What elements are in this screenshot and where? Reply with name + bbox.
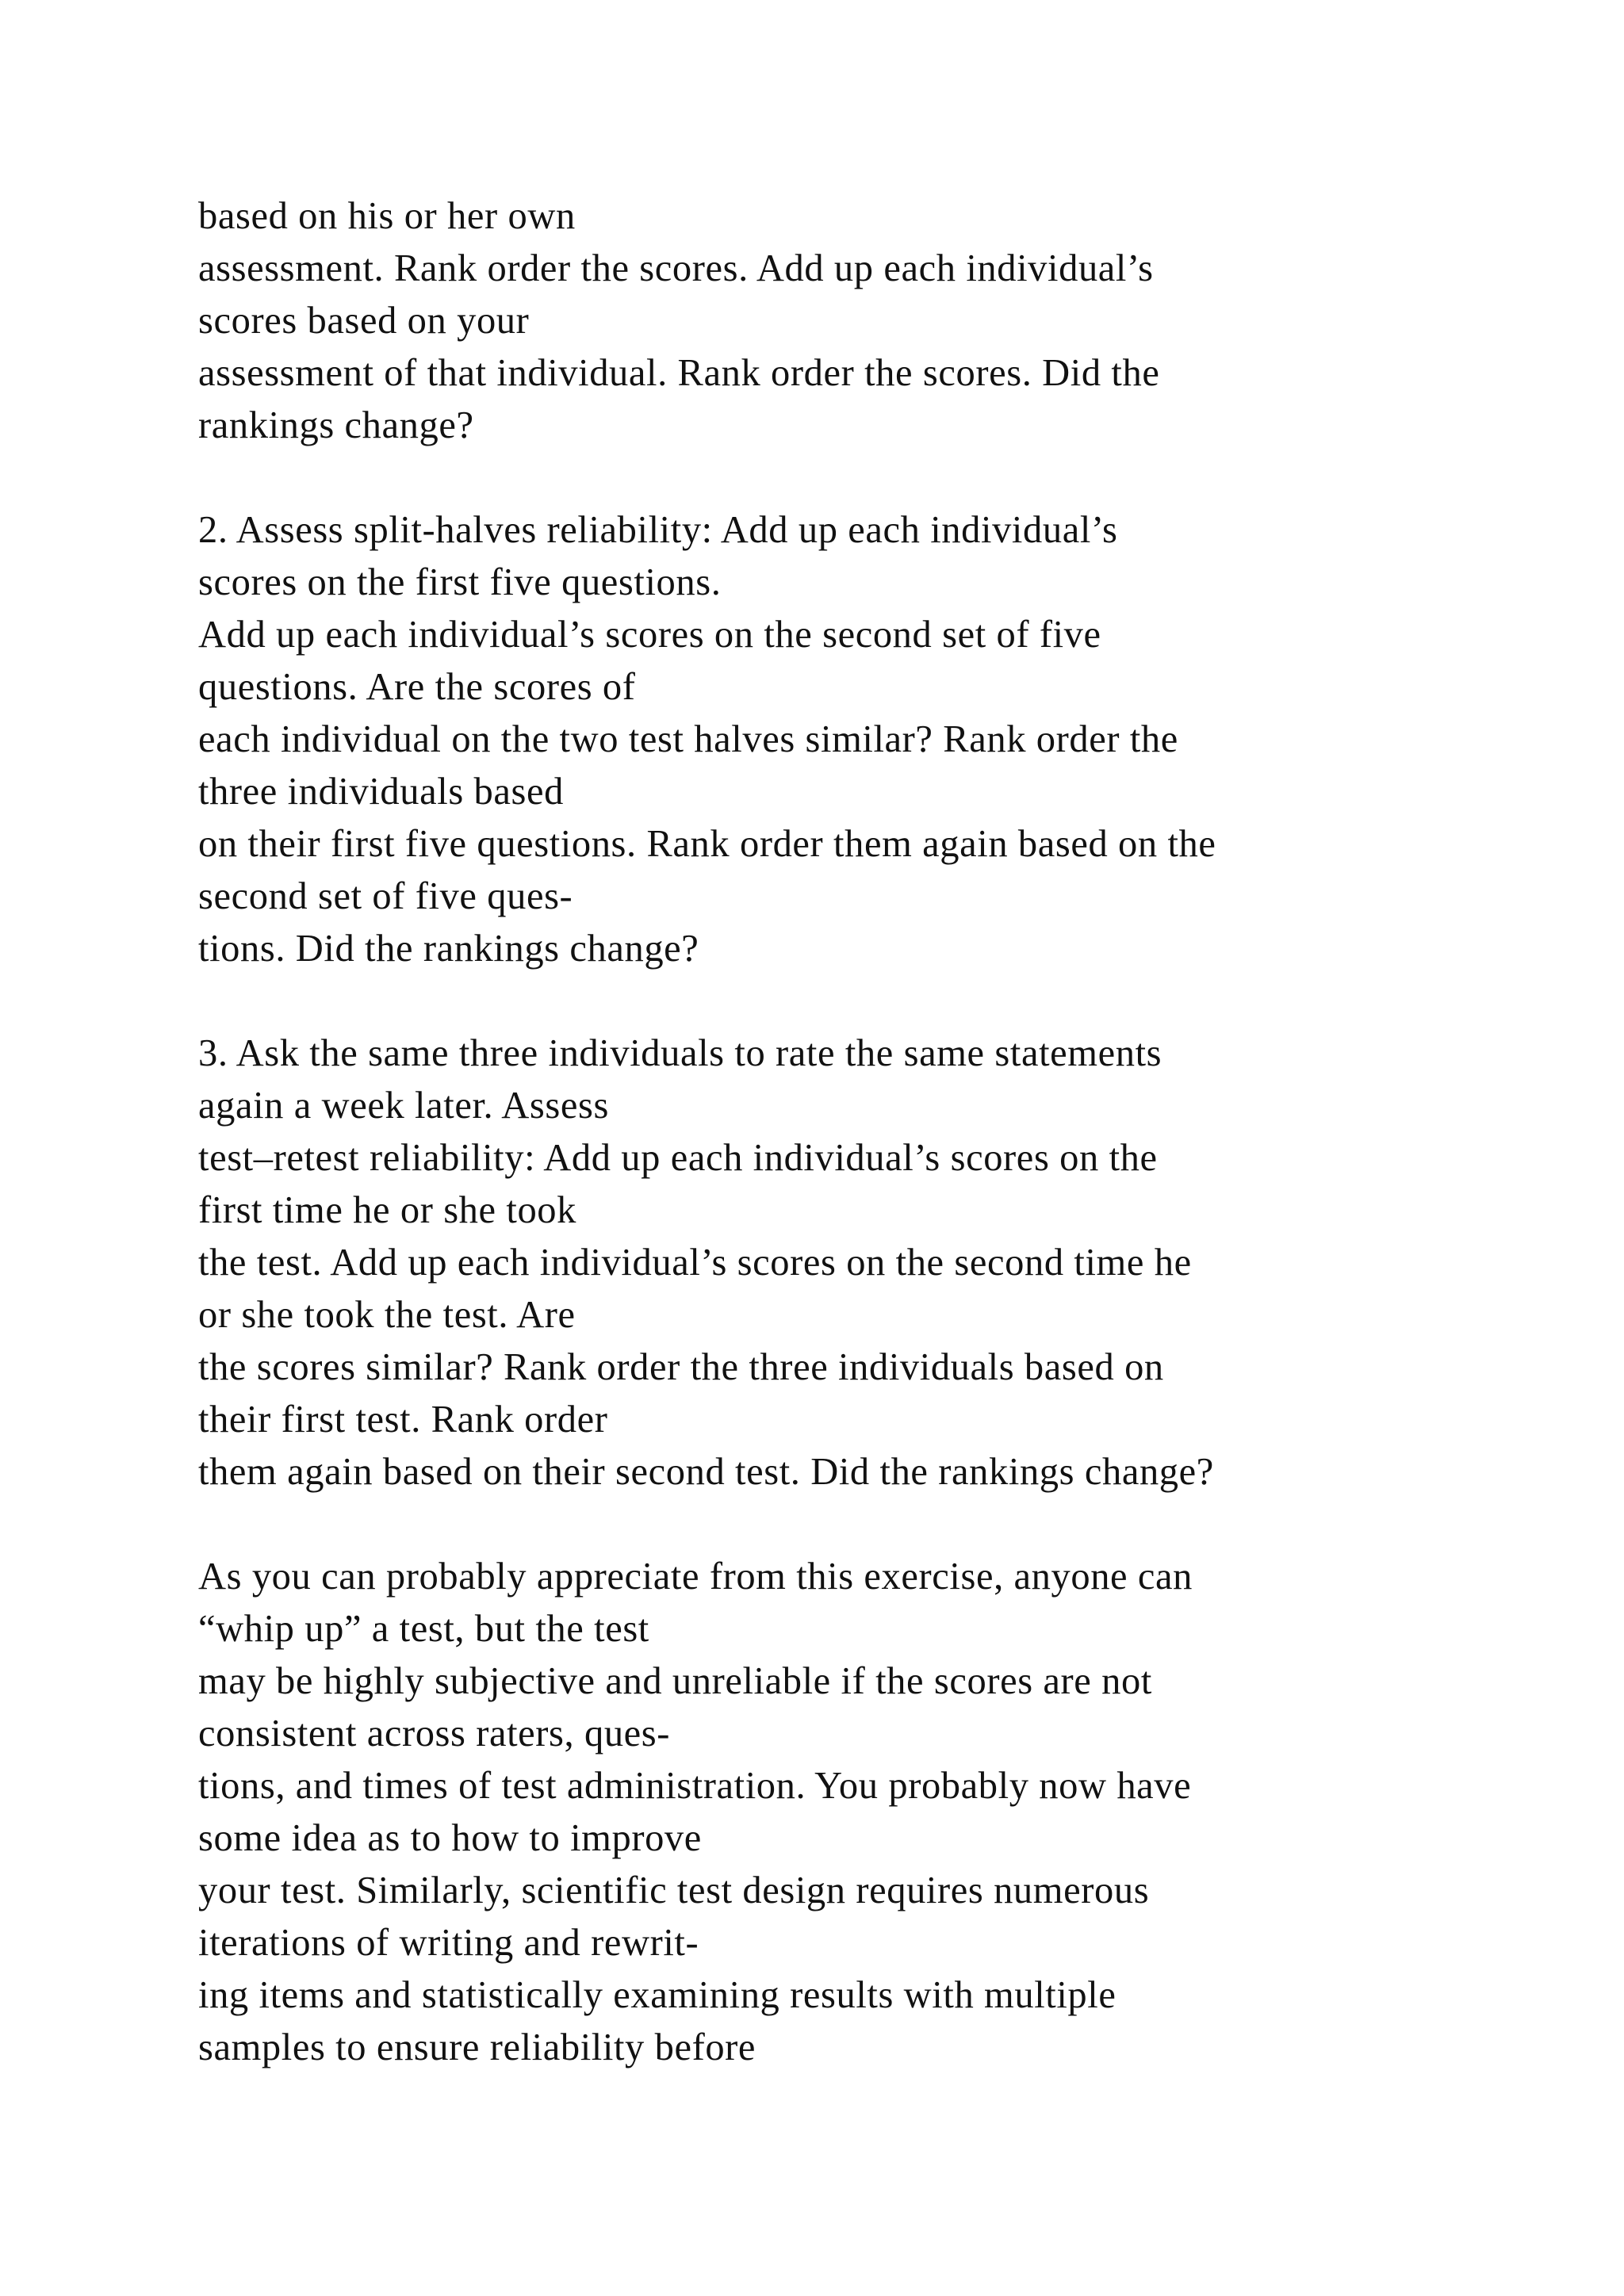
text-line: first time he or she took [198,1189,577,1231]
text-line: rankings change? [198,404,474,446]
text-line: iterations of writing and rewrit- [198,1922,699,1964]
text-line: the test. Add up each individual’s scores on the second time he [198,1242,1192,1284]
text-line: tions. Did the rankings change? [198,928,699,970]
paragraph-gap [198,452,1546,504]
text-line: assessment of that individual. Rank order the scores. Did the [198,352,1160,394]
text-line: scores on the first five questions. [198,561,722,603]
text-line: As you can probably appreciate from this exercise, anyone can [198,1556,1193,1598]
paragraph-gap [198,975,1546,1027]
text-line: or she took the test. Are [198,1294,576,1336]
text-line: three individuals based [198,771,564,813]
text-line: 2. Assess split-halves reliability: Add up each individual’s [198,509,1118,551]
text-line: second set of five ques- [198,875,573,917]
paragraph-continuation [198,190,1546,452]
text-line: them again based on their second test. Did the rankings change? [198,1451,1214,1493]
text-line: on their first five questions. Rank order them again based on the [198,823,1216,865]
text-line: tions, and times of test administration. You probably now have [198,1765,1192,1807]
text-line: ing items and statistically examining results with multiple [198,1974,1116,2016]
text-line: the scores similar? Rank order the three individuals based on [198,1346,1164,1388]
text-line: test–retest reliability: Add up each individual’s scores on the [198,1137,1158,1179]
paragraph-conclusion [198,1551,1546,2074]
text-line: again a week later. Assess [198,1085,609,1127]
document-body [198,190,1546,2074]
text-line: samples to ensure reliability before [198,2026,756,2068]
text-line: “whip up” a test, but the test [198,1608,649,1650]
paragraph-gap [198,1498,1546,1551]
paragraph-item-3 [198,1027,1546,1498]
text-line: may be highly subjective and unreliable if the scores are not [198,1660,1152,1702]
text-line: your test. Similarly, scientific test design requires numerous [198,1869,1150,1911]
text-line: based on his or her own [198,195,576,237]
text-line: questions. Are the scores of [198,666,636,708]
text-line: assessment. Rank order the scores. Add up each individual’s [198,247,1154,289]
paragraph-item-2 [198,504,1546,975]
text-line: each individual on the two test halves similar? Rank order the [198,718,1178,760]
text-line: some idea as to how to improve [198,1817,702,1859]
text-line: scores based on your [198,300,530,342]
text-line: their first test. Rank order [198,1399,608,1441]
text-line: consistent across raters, ques- [198,1712,671,1755]
text-line: 3. Ask the same three individuals to rate the same statements [198,1032,1162,1074]
text-line: Add up each individual’s scores on the second set of five [198,614,1101,656]
